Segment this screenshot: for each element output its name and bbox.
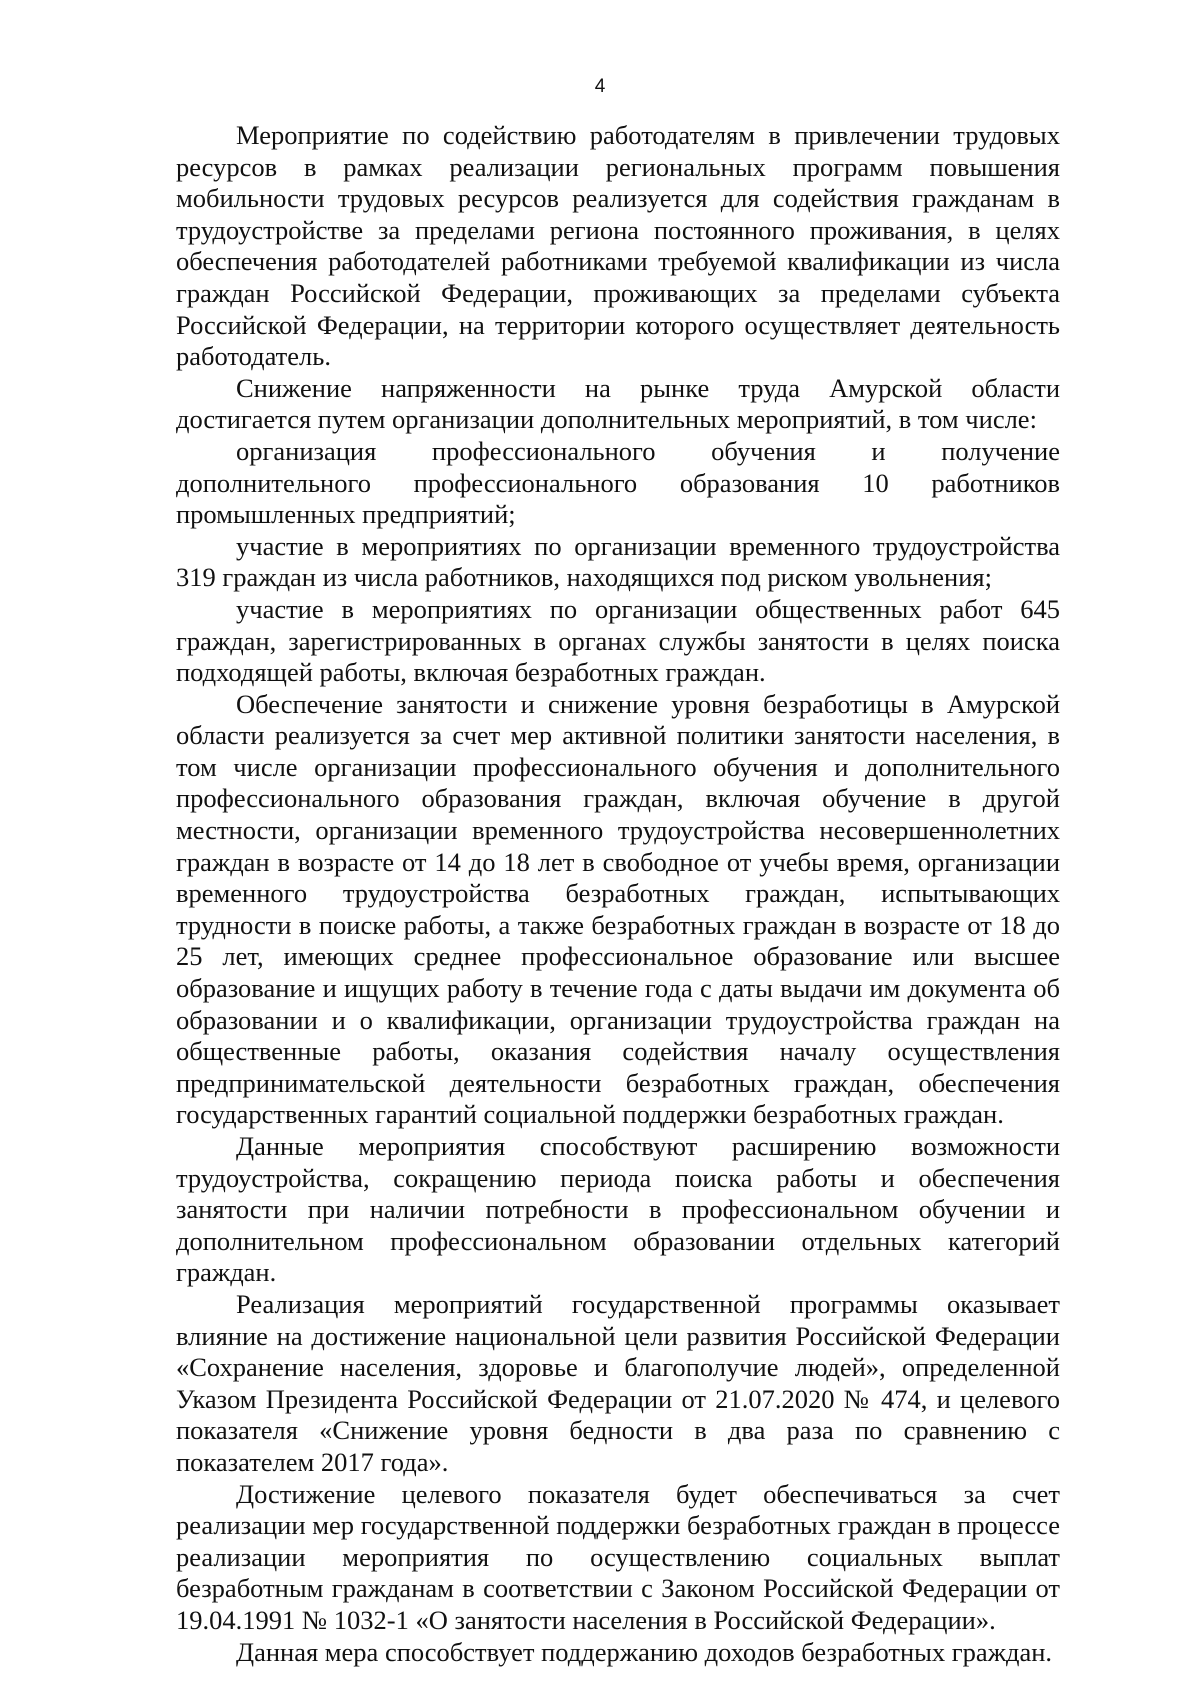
document-body (176, 120, 1060, 1668)
page-number: 4 (594, 76, 606, 97)
paragraph: Достижение целевого показателя будет обеспечиваться за счет реализации мер государственной поддержки безработных граждан в процессе реализации мероприятия по осуществлению социальных выплат безработным гражданам в соответствии с Законом Российской Федерации от 19.04.1991 № 1032-1 «О занятости населения в Российской Федерации». (176, 1478, 1060, 1635)
paragraph: Снижение напряженности на рынке труда Амурской области достигается путем организации дополнительных мероприятий, в том числе: (176, 372, 1060, 435)
paragraph: Мероприятие по содействию работодателям в привлечении трудовых ресурсов в рамках реализации региональных программ повышения мобильности трудовых ресурсов реализуется для содействия гражданам в трудоустройстве за пределами региона постоянного проживания, в целях обеспечения работодателей работниками требуемой квалификации из числа граждан Российской Федерации, проживающих за пределами субъекта Российской Федерации, на территории которого осуществляет деятельность работодатель. (176, 120, 1060, 372)
paragraph: участие в мероприятиях по организации временного трудоустройства 319 граждан из числа работников, находящихся под риском увольнения; (176, 530, 1060, 593)
paragraph: участие в мероприятиях по организации общественных работ 645 граждан, зарегистрированных в органах службы занятости в целях поиска подходящей работы, включая безработных граждан. (176, 593, 1060, 688)
paragraph: Данная мера способствует поддержанию доходов безработных граждан. (236, 1636, 1053, 1667)
paragraph: Обеспечение занятости и снижение уровня безработицы в Амурской области реализуется за счет мер активной политики занятости населения, в том числе организации профессионального обучения и дополнительного профессионального образования граждан, включая обучение в другой местности, организации временного трудоустройства несовершеннолетних граждан в возрасте от 14 до 18 лет в свободное от учебы время, организации временного трудоустройства безработных граждан, испытывающих трудности в поиске работы, а также безработных граждан в возрасте от 18 до 25 лет, имеющих среднее профессиональное образование или высшее образование и ищущих работу в течение года с даты выдачи им документа об образовании и о квалификации, организации трудоустройства граждан на общественные работы, оказания содействия началу осуществления предпринимательской деятельности безработных граждан, обеспечения государственных гарантий социальной поддержки безработных граждан. (176, 688, 1060, 1130)
paragraph: Реализация мероприятий государственной программы оказывает влияние на достижение национальной цели развития Российской Федерации «Сохранение населения, здоровье и благополучие людей», определенной Указом Президента Российской Федерации от 21.07.2020 № 474, и целевого показателя «Снижение уровня бедности в два раза по сравнению с показателем 2017 года». (176, 1288, 1060, 1477)
paragraph: Данные мероприятия способствуют расширению возможности трудоустройства, сокращению периода поиска работы и обеспечения занятости при наличии потребности в профессиональном обучении и дополнительном профессиональном образовании отдельных категорий граждан. (176, 1131, 1060, 1288)
paragraph: организация профессионального обучения и получение дополнительного профессионального образования 10 работников промышленных предприятий; (176, 435, 1060, 530)
